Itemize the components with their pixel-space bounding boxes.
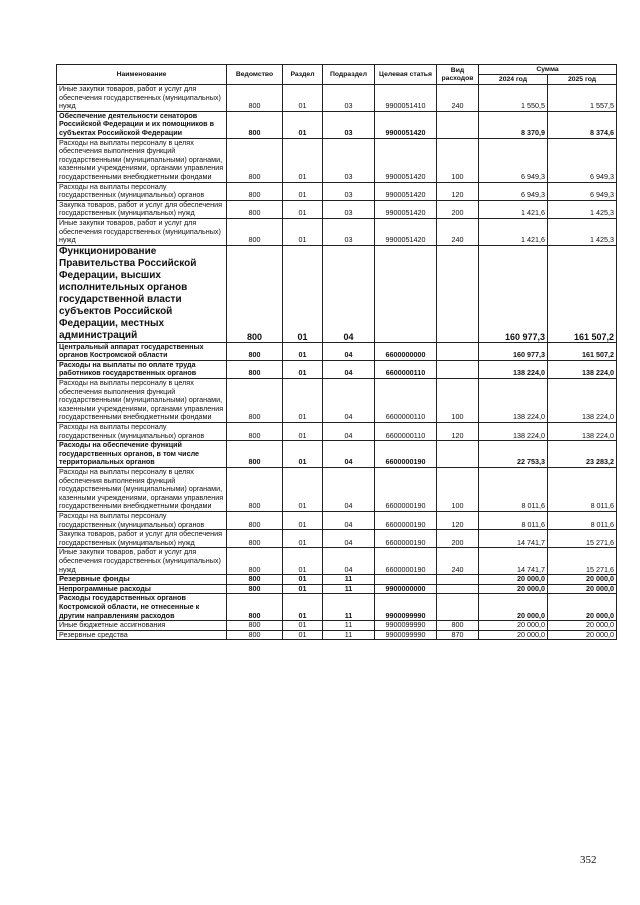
cell-target: 9900051420 [375,111,437,138]
header-department: Ведомство [227,65,283,85]
cell-department: 800 [227,423,283,441]
table-body [57,85,617,640]
header-year-2024: 2024 год [479,75,548,85]
table-row [57,111,617,138]
cell-section: 01 [283,468,323,512]
cell-section: 01 [283,511,323,529]
cell-subsection: 11 [323,575,375,585]
cell-subsection: 03 [323,182,375,200]
cell-target: 6600000110 [375,379,437,423]
table-row [57,182,617,200]
cell-name: Расходы на выплаты персоналу в целях обеспечения выполнения функций государственными (муниципальными) органами, казенными учреждениями, органами управления государственными внебюджетными фондами [57,379,227,423]
cell-name: Расходы на выплаты персоналу в целях обеспечения выполнения функций государственными (муниципальными) органами, казенными учреждениями, органами управления государственными внебюджетными фондами [57,468,227,512]
table-row [57,342,617,360]
cell-2024: 20 000,0 [479,621,548,631]
cell-target: 9900051420 [375,182,437,200]
cell-2025: 15 271,6 [548,530,617,548]
cell-section: 01 [283,200,323,218]
cell-department: 800 [227,111,283,138]
cell-2024: 20 000,0 [479,584,548,594]
cell-name: Резервные средства [57,630,227,640]
cell-name: Непрограммные расходы [57,584,227,594]
cell-2025: 20 000,0 [548,630,617,640]
cell-2025: 23 283,2 [548,441,617,468]
cell-section: 01 [283,584,323,594]
cell-name: Расходы на обеспечение функций государственных органов, в том числе территориальных органов [57,441,227,468]
cell-section: 01 [283,630,323,640]
cell-name: Функционирование Правительства Российской Федерации, высших исполнительных органов государственной власти субъектов Российской Федерации, местных администраций [57,245,227,342]
cell-subsection: 03 [323,85,375,112]
cell-target: 6600000190 [375,530,437,548]
table-row [57,218,617,245]
table-row [57,138,617,182]
table-row [57,594,617,621]
cell-2024: 8 011,6 [479,511,548,529]
cell-section: 01 [283,575,323,585]
cell-2024: 1 421,6 [479,200,548,218]
table-row [57,530,617,548]
cell-target: 6600000190 [375,511,437,529]
header-year-2025: 2025 год [548,75,617,85]
cell-department: 800 [227,575,283,585]
cell-2024: 6 949,3 [479,182,548,200]
cell-section: 01 [283,441,323,468]
cell-subsection: 11 [323,630,375,640]
cell-2025: 20 000,0 [548,594,617,621]
cell-subsection: 04 [323,379,375,423]
cell-name: Расходы на выплаты персоналу государственных (муниципальных) органов [57,423,227,441]
cell-2024: 160 977,3 [479,342,548,360]
cell-target [375,575,437,585]
cell-department: 800 [227,85,283,112]
cell-expense-type [437,111,479,138]
cell-section: 01 [283,138,323,182]
table-row [57,379,617,423]
cell-2025: 1 425,3 [548,218,617,245]
cell-name: Иные закупки товаров, работ и услуг для обеспечения государственных (муниципальных) нужд [57,548,227,575]
cell-department: 800 [227,138,283,182]
cell-target: 9900099990 [375,621,437,631]
cell-2024: 160 977,3 [479,245,548,342]
cell-subsection: 11 [323,594,375,621]
table-row [57,200,617,218]
cell-2025: 6 949,3 [548,182,617,200]
cell-subsection: 04 [323,441,375,468]
cell-subsection: 04 [323,360,375,378]
cell-expense-type [437,584,479,594]
cell-subsection: 03 [323,218,375,245]
cell-section: 01 [283,182,323,200]
cell-section: 01 [283,218,323,245]
cell-section: 01 [283,245,323,342]
cell-expense-type: 120 [437,511,479,529]
cell-section: 01 [283,621,323,631]
cell-name: Иные бюджетные ассигнования [57,621,227,631]
cell-2025: 138 224,0 [548,360,617,378]
cell-section: 01 [283,360,323,378]
cell-name: Расходы на выплаты по оплате труда работников государственных органов [57,360,227,378]
cell-subsection: 03 [323,111,375,138]
cell-subsection: 04 [323,548,375,575]
cell-expense-type: 240 [437,85,479,112]
table-row [57,245,617,342]
cell-department: 800 [227,584,283,594]
cell-department: 800 [227,182,283,200]
cell-department: 800 [227,200,283,218]
cell-department: 800 [227,594,283,621]
cell-subsection: 04 [323,245,375,342]
cell-2025: 8 011,6 [548,511,617,529]
cell-target: 9900051420 [375,200,437,218]
table-row [57,423,617,441]
cell-2024: 8 011,6 [479,468,548,512]
cell-target: 6600000000 [375,342,437,360]
cell-expense-type: 240 [437,218,479,245]
cell-2025: 138 224,0 [548,379,617,423]
cell-2024: 14 741,7 [479,548,548,575]
table-row [57,511,617,529]
page-number: 352 [580,854,597,866]
cell-expense-type: 240 [437,548,479,575]
cell-target: 6600000110 [375,360,437,378]
cell-name: Центральный аппарат государственных органов Костромской области [57,342,227,360]
cell-2024: 138 224,0 [479,360,548,378]
cell-2025: 20 000,0 [548,575,617,585]
cell-section: 01 [283,423,323,441]
cell-expense-type: 100 [437,138,479,182]
cell-subsection: 03 [323,200,375,218]
cell-expense-type [437,245,479,342]
cell-name: Расходы на выплаты персоналу государственных (муниципальных) органов [57,511,227,529]
cell-expense-type [437,342,479,360]
cell-target: 9900000000 [375,584,437,594]
cell-target: 6600000190 [375,548,437,575]
cell-target: 9900099990 [375,594,437,621]
cell-2025: 8 374,6 [548,111,617,138]
cell-2025: 6 949,3 [548,138,617,182]
cell-department: 800 [227,379,283,423]
cell-target [375,245,437,342]
cell-2025: 1 425,3 [548,200,617,218]
cell-department: 800 [227,441,283,468]
cell-expense-type [437,441,479,468]
cell-section: 01 [283,342,323,360]
table-row [57,85,617,112]
cell-section: 01 [283,530,323,548]
cell-2024: 6 949,3 [479,138,548,182]
cell-target: 9900099990 [375,630,437,640]
cell-department: 800 [227,218,283,245]
cell-2024: 14 741,7 [479,530,548,548]
cell-department: 800 [227,621,283,631]
header-sum: Сумма [479,65,617,75]
cell-2024: 20 000,0 [479,575,548,585]
cell-expense-type: 800 [437,621,479,631]
cell-name: Закупка товаров, работ и услуг для обеспечения государственных (муниципальных) нужд [57,530,227,548]
cell-expense-type: 200 [437,530,479,548]
table-row [57,621,617,631]
cell-expense-type: 100 [437,379,479,423]
cell-subsection: 11 [323,584,375,594]
cell-subsection: 04 [323,468,375,512]
cell-department: 800 [227,360,283,378]
cell-name: Обеспечение деятельности сенаторов Российской Федерации и их помощников в субъектах Российской Федерации [57,111,227,138]
cell-2025: 20 000,0 [548,621,617,631]
cell-2024: 138 224,0 [479,379,548,423]
cell-2025: 161 507,2 [548,245,617,342]
cell-expense-type: 120 [437,423,479,441]
table-row [57,575,617,585]
cell-section: 01 [283,594,323,621]
cell-department: 800 [227,630,283,640]
cell-subsection: 04 [323,511,375,529]
cell-target: 9900051410 [375,85,437,112]
cell-subsection: 04 [323,423,375,441]
cell-2025: 20 000,0 [548,584,617,594]
cell-2025: 15 271,6 [548,548,617,575]
table-row [57,360,617,378]
cell-2025: 161 507,2 [548,342,617,360]
cell-name: Расходы на выплаты персоналу в целях обеспечения выполнения функций государственными (муниципальными) органами, казенными учреждениями, органами управления государственными внебюджетными фондами [57,138,227,182]
cell-department: 800 [227,530,283,548]
table-header [57,65,617,85]
header-target: Целевая статья [375,65,437,85]
header-section: Раздел [283,65,323,85]
cell-name: Расходы на выплаты персоналу государственных (муниципальных) органов [57,182,227,200]
cell-2024: 1 550,5 [479,85,548,112]
cell-subsection: 11 [323,621,375,631]
table-row [57,548,617,575]
header-subsection: Подраздел [323,65,375,85]
cell-expense-type: 870 [437,630,479,640]
table-row [57,468,617,512]
cell-expense-type: 100 [437,468,479,512]
cell-department: 800 [227,245,283,342]
cell-2024: 138 224,0 [479,423,548,441]
cell-name: Иные закупки товаров, работ и услуг для обеспечения государственных (муниципальных) нужд [57,85,227,112]
cell-expense-type [437,575,479,585]
table-row [57,630,617,640]
cell-name: Закупка товаров, работ и услуг для обеспечения государственных (муниципальных) нужд [57,200,227,218]
cell-target: 9900051420 [375,138,437,182]
cell-subsection: 04 [323,342,375,360]
cell-2024: 20 000,0 [479,594,548,621]
cell-expense-type [437,360,479,378]
cell-section: 01 [283,548,323,575]
cell-2025: 138 224,0 [548,423,617,441]
budget-table-page [56,64,616,640]
cell-department: 800 [227,548,283,575]
cell-subsection: 03 [323,138,375,182]
cell-2025: 1 557,5 [548,85,617,112]
cell-section: 01 [283,379,323,423]
cell-expense-type: 200 [437,200,479,218]
cell-target: 9900051420 [375,218,437,245]
cell-subsection: 04 [323,530,375,548]
cell-2024: 1 421,6 [479,218,548,245]
header-expense-type: Вид расходов [437,65,479,85]
cell-expense-type: 120 [437,182,479,200]
cell-2024: 8 370,9 [479,111,548,138]
cell-target: 6600000190 [375,468,437,512]
cell-name: Резервные фонды [57,575,227,585]
table-row [57,441,617,468]
cell-target: 6600000110 [375,423,437,441]
cell-2024: 22 753,3 [479,441,548,468]
cell-2025: 8 011,6 [548,468,617,512]
cell-section: 01 [283,85,323,112]
header-name: Наименование [57,65,227,85]
cell-department: 800 [227,342,283,360]
cell-2024: 20 000,0 [479,630,548,640]
cell-name: Иные закупки товаров, работ и услуг для обеспечения государственных (муниципальных) нужд [57,218,227,245]
cell-expense-type [437,594,479,621]
cell-name: Расходы государственных органов Костромской области, не отнесенные к другим направлениям расходов [57,594,227,621]
cell-department: 800 [227,511,283,529]
cell-target: 6600000190 [375,441,437,468]
cell-department: 800 [227,468,283,512]
cell-section: 01 [283,111,323,138]
budget-table [56,64,617,640]
